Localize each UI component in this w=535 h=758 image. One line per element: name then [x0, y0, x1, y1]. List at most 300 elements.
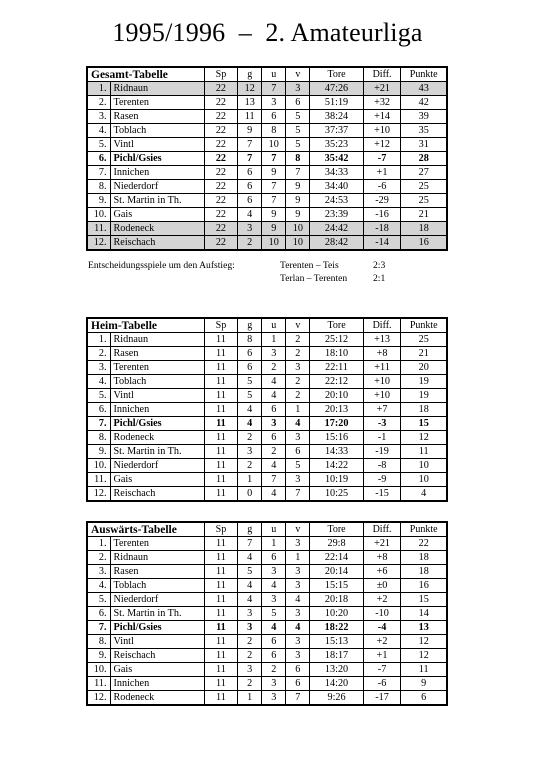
row-played: 11: [204, 375, 237, 389]
table-row: [87, 459, 447, 473]
league-table: [86, 521, 448, 706]
row-goals: 14:20: [310, 677, 363, 691]
row-lost: 7: [286, 691, 310, 706]
table-row: [87, 663, 447, 677]
row-won: 7: [238, 537, 262, 551]
row-goal-difference: +12: [363, 138, 401, 152]
table-row: [87, 537, 447, 551]
row-lost: 1: [286, 403, 310, 417]
row-won: 6: [238, 347, 262, 361]
row-goals: 22:14: [310, 551, 363, 565]
row-lost: 6: [286, 663, 310, 677]
table-row: [87, 124, 447, 138]
row-played: 11: [204, 621, 237, 635]
row-lost: 5: [286, 110, 310, 124]
league-table: [86, 66, 448, 251]
row-goals: 10:20: [310, 607, 363, 621]
row-team: Reischach: [110, 487, 204, 502]
row-lost: 4: [286, 593, 310, 607]
row-points: 27: [401, 166, 447, 180]
row-goal-difference: +32: [363, 96, 401, 110]
row-goal-difference: -16: [363, 208, 401, 222]
row-points: 13: [401, 621, 447, 635]
row-team: St. Martin in Th.: [110, 194, 204, 208]
row-won: 12: [238, 82, 262, 96]
row-points: 31: [401, 138, 447, 152]
row-points: 12: [401, 431, 447, 445]
row-position: 6.: [87, 403, 110, 417]
row-goals: 20:13: [310, 403, 363, 417]
row-lost: 6: [286, 677, 310, 691]
row-points: 28: [401, 152, 447, 166]
row-played: 11: [204, 663, 237, 677]
row-points: 21: [401, 208, 447, 222]
row-drawn: 9: [262, 166, 286, 180]
row-points: 18: [401, 551, 447, 565]
row-position: 7.: [87, 166, 110, 180]
row-lost: 9: [286, 194, 310, 208]
row-team: Pichl/Gsies: [110, 417, 204, 431]
row-played: 22: [204, 166, 237, 180]
row-won: 4: [238, 417, 262, 431]
row-lost: 9: [286, 208, 310, 222]
table-row: [87, 607, 447, 621]
row-goals: 18:10: [310, 347, 363, 361]
row-lost: 7: [286, 166, 310, 180]
row-lost: 5: [286, 138, 310, 152]
row-drawn: 7: [262, 152, 286, 166]
table-row: [87, 473, 447, 487]
table-row: [87, 152, 447, 166]
row-goals: 34:33: [310, 166, 363, 180]
row-played: 22: [204, 138, 237, 152]
row-team: Innichen: [110, 403, 204, 417]
column-header: Punkte: [401, 318, 447, 333]
row-played: 22: [204, 194, 237, 208]
column-header: Diff.: [363, 522, 401, 537]
row-points: 25: [401, 333, 447, 347]
row-played: 22: [204, 152, 237, 166]
row-won: 2: [238, 431, 262, 445]
row-team: Innichen: [110, 677, 204, 691]
table-title: Auswärts-Tabelle: [87, 522, 204, 537]
row-points: 14: [401, 607, 447, 621]
row-position: 7.: [87, 621, 110, 635]
row-played: 11: [204, 565, 237, 579]
row-points: 6: [401, 691, 447, 706]
row-team: Terenten: [110, 537, 204, 551]
row-goals: 18:17: [310, 649, 363, 663]
column-header: v: [286, 67, 310, 82]
row-position: 10.: [87, 663, 110, 677]
row-goals: 14:33: [310, 445, 363, 459]
table-row: [87, 180, 447, 194]
row-goal-difference: +10: [363, 124, 401, 138]
row-team: Reischach: [110, 649, 204, 663]
table-row: [87, 375, 447, 389]
column-header: g: [238, 67, 262, 82]
row-goals: 14:22: [310, 459, 363, 473]
row-goals: 9:26: [310, 691, 363, 706]
row-goal-difference: +7: [363, 403, 401, 417]
row-drawn: 3: [262, 677, 286, 691]
row-goal-difference: -14: [363, 236, 401, 251]
row-drawn: 4: [262, 487, 286, 502]
row-won: 9: [238, 124, 262, 138]
row-team: Rasen: [110, 110, 204, 124]
row-lost: 2: [286, 333, 310, 347]
row-drawn: 7: [262, 82, 286, 96]
table-row: [87, 579, 447, 593]
row-team: Niederdorf: [110, 593, 204, 607]
playoff-match-2: Terlan – Terenten: [280, 273, 348, 284]
row-team: Ridnaun: [110, 333, 204, 347]
row-played: 22: [204, 110, 237, 124]
row-drawn: 6: [262, 110, 286, 124]
row-drawn: 4: [262, 621, 286, 635]
row-played: 11: [204, 579, 237, 593]
row-won: 4: [238, 551, 262, 565]
row-won: 7: [238, 152, 262, 166]
row-won: 6: [238, 180, 262, 194]
table-row: [87, 389, 447, 403]
row-played: 22: [204, 82, 237, 96]
row-team: Gais: [110, 473, 204, 487]
row-team: Ridnaun: [110, 551, 204, 565]
row-position: 3.: [87, 110, 110, 124]
row-goals: 51:19: [310, 96, 363, 110]
row-goal-difference: -17: [363, 691, 401, 706]
row-played: 22: [204, 124, 237, 138]
row-played: 11: [204, 361, 237, 375]
table-row: [87, 431, 447, 445]
row-points: 18: [401, 403, 447, 417]
row-won: 6: [238, 194, 262, 208]
row-position: 6.: [87, 152, 110, 166]
table-row: [87, 593, 447, 607]
row-goals: 28:42: [310, 236, 363, 251]
row-team: St. Martin in Th.: [110, 607, 204, 621]
row-points: 11: [401, 663, 447, 677]
row-points: 12: [401, 635, 447, 649]
column-header: Diff.: [363, 67, 401, 82]
column-header: Sp: [204, 522, 237, 537]
table-header: [87, 522, 447, 537]
column-header: Tore: [310, 67, 363, 82]
row-lost: 4: [286, 621, 310, 635]
row-played: 11: [204, 459, 237, 473]
row-goal-difference: +11: [363, 361, 401, 375]
row-points: 10: [401, 473, 447, 487]
row-points: 20: [401, 361, 447, 375]
row-goals: 18:22: [310, 621, 363, 635]
table-row: [87, 635, 447, 649]
row-goals: 24:42: [310, 222, 363, 236]
row-position: 10.: [87, 459, 110, 473]
row-won: 1: [238, 691, 262, 706]
row-won: 2: [238, 459, 262, 473]
row-drawn: 3: [262, 417, 286, 431]
row-points: 16: [401, 579, 447, 593]
row-won: 4: [238, 593, 262, 607]
table-row: [87, 649, 447, 663]
row-played: 11: [204, 677, 237, 691]
row-position: 4.: [87, 579, 110, 593]
row-lost: 3: [286, 473, 310, 487]
row-won: 4: [238, 579, 262, 593]
row-won: 3: [238, 222, 262, 236]
row-drawn: 6: [262, 649, 286, 663]
row-lost: 3: [286, 607, 310, 621]
table-row: [87, 677, 447, 691]
row-played: 11: [204, 635, 237, 649]
row-drawn: 9: [262, 222, 286, 236]
row-goal-difference: +2: [363, 635, 401, 649]
playoff-label: Entscheidungsspiele um den Aufstieg:: [88, 260, 235, 271]
row-goal-difference: +8: [363, 347, 401, 361]
row-team: Niederdorf: [110, 459, 204, 473]
playoff-result-2: 2:1: [373, 273, 386, 284]
table-row: [87, 551, 447, 565]
row-played: 11: [204, 487, 237, 502]
table-row: [87, 417, 447, 431]
row-points: 9: [401, 677, 447, 691]
row-played: 11: [204, 691, 237, 706]
row-lost: 1: [286, 551, 310, 565]
table-row: [87, 82, 447, 96]
row-won: 6: [238, 166, 262, 180]
row-goal-difference: +21: [363, 82, 401, 96]
row-position: 1.: [87, 82, 110, 96]
row-drawn: 7: [262, 473, 286, 487]
row-goals: 25:12: [310, 333, 363, 347]
row-team: Toblach: [110, 375, 204, 389]
column-header: v: [286, 318, 310, 333]
row-played: 11: [204, 607, 237, 621]
row-position: 5.: [87, 138, 110, 152]
row-goals: 24:53: [310, 194, 363, 208]
row-played: 11: [204, 403, 237, 417]
row-team: Rodeneck: [110, 691, 204, 706]
row-points: 39: [401, 110, 447, 124]
row-position: 5.: [87, 593, 110, 607]
row-drawn: 1: [262, 333, 286, 347]
row-points: 22: [401, 537, 447, 551]
row-goal-difference: +8: [363, 551, 401, 565]
row-goal-difference: -1: [363, 431, 401, 445]
row-played: 11: [204, 649, 237, 663]
row-won: 0: [238, 487, 262, 502]
row-goal-difference: -29: [363, 194, 401, 208]
table-title: Gesamt-Tabelle: [87, 67, 204, 82]
row-team: Vintl: [110, 635, 204, 649]
row-lost: 3: [286, 649, 310, 663]
table-row: [87, 166, 447, 180]
row-won: 5: [238, 565, 262, 579]
row-points: 21: [401, 347, 447, 361]
table-row: [87, 487, 447, 502]
row-lost: 3: [286, 431, 310, 445]
row-lost: 3: [286, 565, 310, 579]
row-won: 5: [238, 389, 262, 403]
row-drawn: 2: [262, 445, 286, 459]
row-played: 11: [204, 389, 237, 403]
row-won: 4: [238, 208, 262, 222]
row-won: 8: [238, 333, 262, 347]
table-row: [87, 333, 447, 347]
row-goals: 10:19: [310, 473, 363, 487]
column-header: Tore: [310, 522, 363, 537]
row-goals: 22:12: [310, 375, 363, 389]
row-goals: 20:10: [310, 389, 363, 403]
row-played: 11: [204, 347, 237, 361]
row-goals: 35:42: [310, 152, 363, 166]
column-header: Punkte: [401, 522, 447, 537]
row-lost: 9: [286, 180, 310, 194]
row-goals: 47:26: [310, 82, 363, 96]
row-goal-difference: -7: [363, 152, 401, 166]
row-drawn: 4: [262, 579, 286, 593]
row-won: 13: [238, 96, 262, 110]
row-drawn: 4: [262, 375, 286, 389]
row-lost: 2: [286, 389, 310, 403]
row-drawn: 6: [262, 403, 286, 417]
table-row: [87, 236, 447, 251]
row-points: 15: [401, 593, 447, 607]
table-row: [87, 691, 447, 706]
row-position: 12.: [87, 487, 110, 502]
row-drawn: 4: [262, 459, 286, 473]
row-position: 2.: [87, 96, 110, 110]
row-goal-difference: +21: [363, 537, 401, 551]
row-team: Terenten: [110, 96, 204, 110]
table-header: [87, 67, 447, 82]
row-played: 11: [204, 593, 237, 607]
row-goal-difference: +1: [363, 649, 401, 663]
row-team: Rasen: [110, 347, 204, 361]
row-lost: 3: [286, 361, 310, 375]
row-points: 19: [401, 389, 447, 403]
playoff-result-1: 2:3: [373, 260, 386, 271]
row-team: St. Martin in Th.: [110, 445, 204, 459]
row-drawn: 8: [262, 124, 286, 138]
row-lost: 6: [286, 445, 310, 459]
row-played: 22: [204, 180, 237, 194]
table-row: [87, 194, 447, 208]
row-played: 22: [204, 208, 237, 222]
row-points: 19: [401, 375, 447, 389]
row-lost: 3: [286, 579, 310, 593]
column-header: g: [238, 522, 262, 537]
row-position: 3.: [87, 361, 110, 375]
row-position: 11.: [87, 222, 110, 236]
row-won: 2: [238, 649, 262, 663]
row-goals: 20:18: [310, 593, 363, 607]
row-goal-difference: -6: [363, 677, 401, 691]
column-header: u: [262, 67, 286, 82]
row-lost: 5: [286, 459, 310, 473]
row-points: 25: [401, 180, 447, 194]
row-lost: 3: [286, 82, 310, 96]
row-goal-difference: +10: [363, 389, 401, 403]
row-goal-difference: -3: [363, 417, 401, 431]
row-played: 11: [204, 333, 237, 347]
row-goal-difference: -19: [363, 445, 401, 459]
row-position: 12.: [87, 691, 110, 706]
row-position: 1.: [87, 537, 110, 551]
row-position: 11.: [87, 677, 110, 691]
column-header: v: [286, 522, 310, 537]
row-drawn: 10: [262, 236, 286, 251]
row-points: 10: [401, 459, 447, 473]
row-goal-difference: +6: [363, 565, 401, 579]
table-title: Heim-Tabelle: [87, 318, 204, 333]
row-played: 11: [204, 431, 237, 445]
row-team: Vintl: [110, 138, 204, 152]
row-position: 1.: [87, 333, 110, 347]
row-points: 16: [401, 236, 447, 251]
row-position: 8.: [87, 635, 110, 649]
row-won: 1: [238, 473, 262, 487]
row-position: 9.: [87, 194, 110, 208]
row-goal-difference: +14: [363, 110, 401, 124]
row-goals: 38:24: [310, 110, 363, 124]
row-won: 3: [238, 445, 262, 459]
row-goal-difference: -6: [363, 180, 401, 194]
row-played: 11: [204, 551, 237, 565]
row-goals: 17:20: [310, 417, 363, 431]
row-drawn: 10: [262, 138, 286, 152]
row-position: 7.: [87, 417, 110, 431]
table-row: [87, 208, 447, 222]
row-team: Rasen: [110, 565, 204, 579]
column-header: Diff.: [363, 318, 401, 333]
row-goals: 37:37: [310, 124, 363, 138]
row-goals: 22:11: [310, 361, 363, 375]
row-won: 7: [238, 138, 262, 152]
row-lost: 3: [286, 635, 310, 649]
row-drawn: 6: [262, 635, 286, 649]
row-played: 22: [204, 222, 237, 236]
row-lost: 4: [286, 417, 310, 431]
row-won: 2: [238, 236, 262, 251]
row-drawn: 2: [262, 361, 286, 375]
row-lost: 8: [286, 152, 310, 166]
row-goal-difference: +1: [363, 166, 401, 180]
row-team: Innichen: [110, 166, 204, 180]
row-played: 11: [204, 417, 237, 431]
row-goals: 23:39: [310, 208, 363, 222]
row-lost: 3: [286, 537, 310, 551]
row-drawn: 2: [262, 663, 286, 677]
row-lost: 2: [286, 375, 310, 389]
page-title: 1995/1996 – 2. Amateurliga: [112, 18, 423, 47]
row-drawn: 4: [262, 389, 286, 403]
row-goal-difference: -8: [363, 459, 401, 473]
row-goals: 29:8: [310, 537, 363, 551]
row-team: Reischach: [110, 236, 204, 251]
row-position: 3.: [87, 565, 110, 579]
row-played: 22: [204, 96, 237, 110]
league-table: [86, 317, 448, 502]
row-drawn: 7: [262, 194, 286, 208]
table-row: [87, 138, 447, 152]
row-won: 3: [238, 621, 262, 635]
row-goals: 15:15: [310, 579, 363, 593]
table-row: [87, 222, 447, 236]
row-goals: 10:25: [310, 487, 363, 502]
row-position: 11.: [87, 473, 110, 487]
